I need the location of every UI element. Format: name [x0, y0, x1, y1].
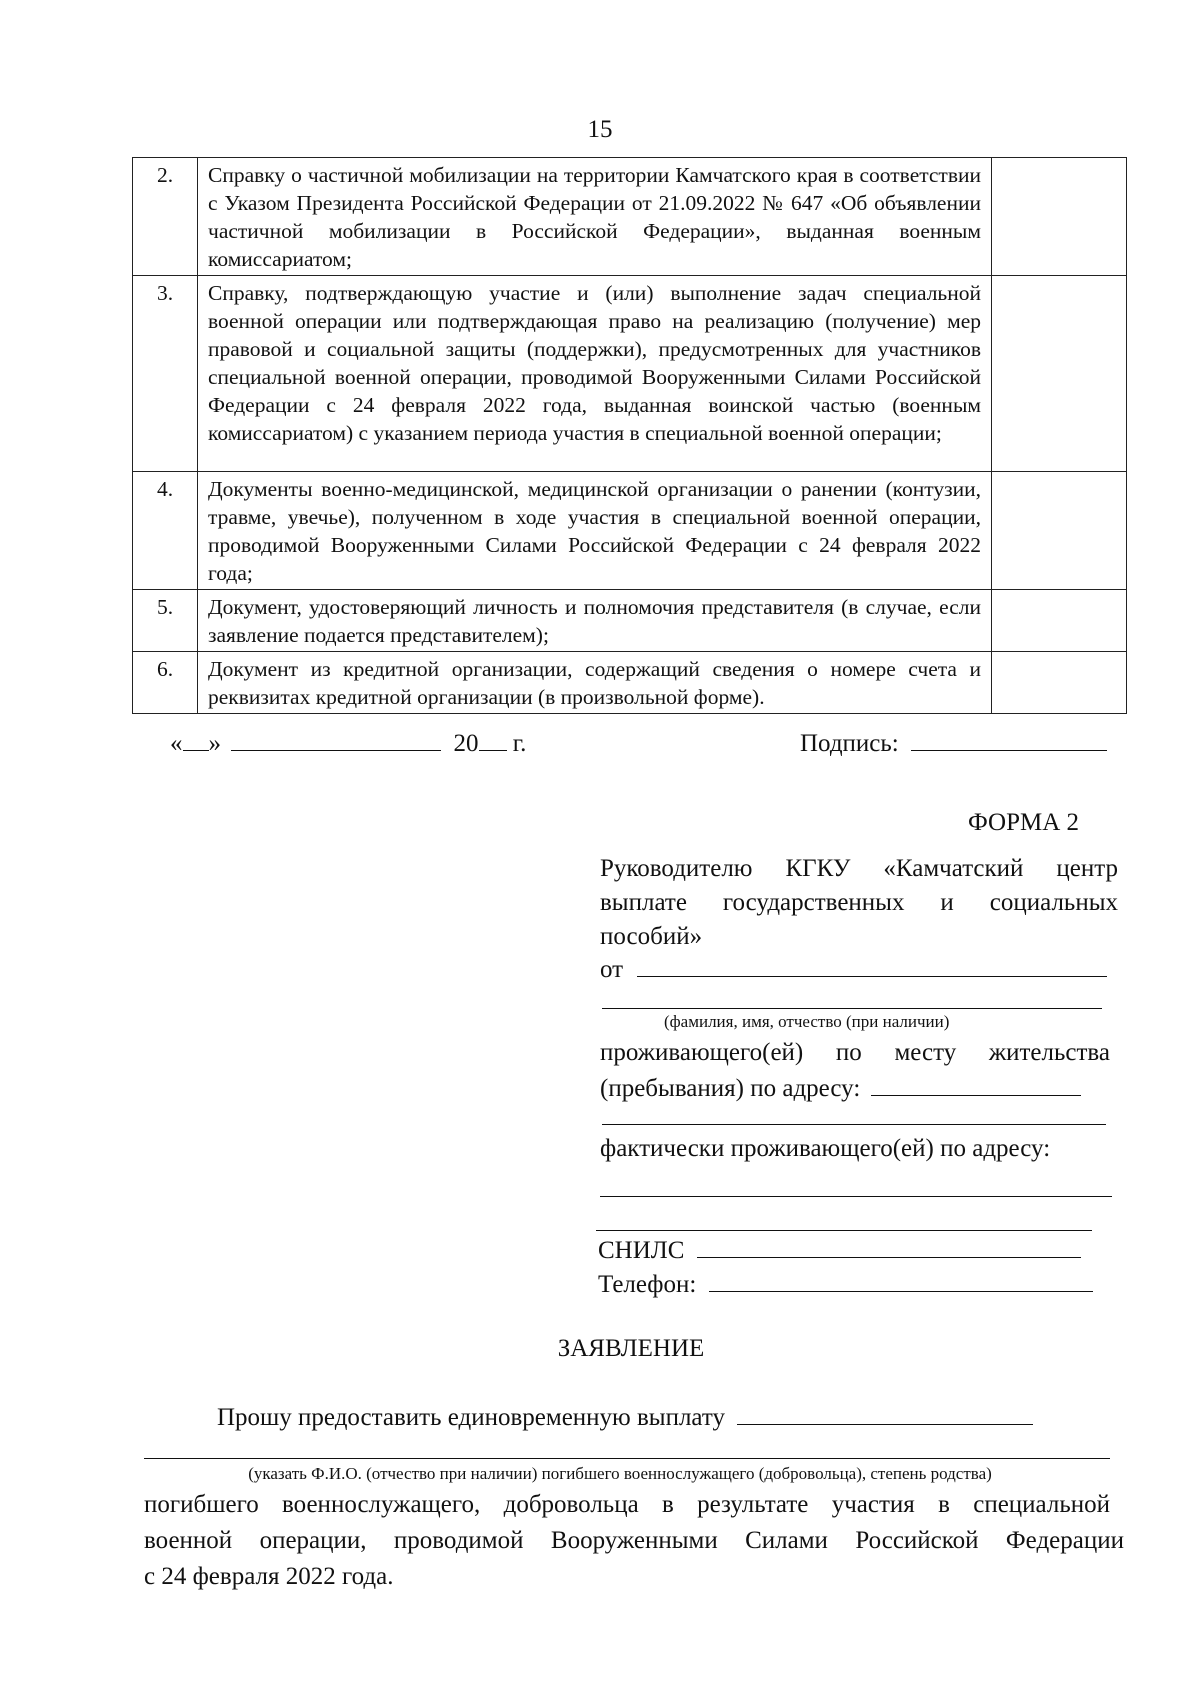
month-field[interactable]: [231, 750, 441, 751]
row-number: 2.: [133, 158, 198, 276]
recipient-field[interactable]: [737, 1424, 1033, 1425]
year-prefix: 20: [453, 730, 479, 757]
snils-label: СНИЛС: [598, 1237, 685, 1264]
row-number: 5.: [133, 590, 198, 652]
row-text: Справку, подтверждающую участие и (или) выполнение задач специальной военной операции или подтверждающая право на реализацию (получение) мер правовой и социальной защиты (поддержки), предусмотренных для участников специальной военной операции, проводимой Вооруженными Силами Российской Федерации с 24 февраля 2022 года, выданная воинской частью (военным комиссариатом) с указанием периода участия в специальной военной операции;: [198, 276, 992, 472]
fio-line[interactable]: [602, 1008, 1102, 1009]
close-quote: »: [208, 730, 221, 757]
date-line: [170, 730, 526, 764]
row-text: Справку о частичной мобилизации на территории Камчатского края в соответствии с Указом Президента Российской Федерации от 21.09.2022 № 647 «Об объявлении частичной мобилизации в Российской Федерации», выданная военным комиссариатом;: [198, 158, 992, 276]
documents-table-body: [133, 158, 1127, 714]
snils-row: [598, 1234, 1118, 1268]
checkmark-cell[interactable]: [992, 472, 1127, 590]
table-row: [133, 590, 1127, 652]
row-text: Документ из кредитной организации, содержащий сведения о номере счета и реквизитах кредитной организации (в произвольной форме).: [198, 652, 992, 714]
statement-line-3: с 24 февраля 2022 года.: [144, 1563, 394, 1590]
year-field[interactable]: [479, 750, 507, 751]
row-number: 6.: [133, 652, 198, 714]
signature-label: Подпись:: [800, 730, 899, 757]
fio-hint: (фамилия, имя, отчество (при наличии): [664, 1012, 950, 1031]
row-number: 4.: [133, 472, 198, 590]
signature-block: [800, 730, 1107, 764]
signature-field[interactable]: [911, 750, 1107, 751]
table-row: [133, 276, 1127, 472]
statement-line-1: погибшего военнослужащего, добровольца в результате участия в специальной: [144, 1491, 1110, 1518]
row-text: Документы военно-медицинской, медицинской организации о ранении (контузии, травме, увечье), полученном в ходе участия в специальной военной операции, проводимой Вооруженными Силами Российской Федерации с 24 февраля 2022 года;: [198, 472, 992, 590]
actual-residence-field[interactable]: [600, 1196, 1112, 1197]
documents-table: [132, 157, 1127, 714]
table-row: [133, 472, 1127, 590]
residence-row: [600, 1072, 1120, 1106]
snils-field[interactable]: [697, 1257, 1081, 1258]
checkmark-cell[interactable]: [992, 276, 1127, 472]
phone-field[interactable]: [709, 1291, 1093, 1292]
open-quote: «: [170, 730, 183, 757]
row-number: 3.: [133, 276, 198, 472]
statement-title: ЗАЯВЛЕНИЕ: [557, 1335, 705, 1362]
row-text: Документ, удостоверяющий личность и полномочия представителя (в случае, если заявление подается представителем);: [198, 590, 992, 652]
residence-field[interactable]: [871, 1095, 1081, 1096]
checkmark-cell[interactable]: [992, 652, 1127, 714]
deceased-hint: (указать Ф.И.О. (отчество при наличии) погибшего военнослужащего (добровольца), степень родства): [248, 1464, 992, 1483]
table-row: [133, 652, 1127, 714]
from-row: [600, 953, 1110, 987]
request-text: Прошу предоставить единовременную выплату: [217, 1404, 725, 1431]
residence-line-extra[interactable]: [602, 1124, 1106, 1125]
phone-label: Телефон:: [598, 1271, 697, 1298]
deceased-field[interactable]: [144, 1458, 1110, 1459]
phone-row: [598, 1268, 1118, 1302]
residence-line1: проживающего(ей) по месту жительства: [600, 1039, 1110, 1066]
actual-residence-field-2[interactable]: [596, 1230, 1092, 1231]
page-number: 15: [587, 116, 613, 143]
from-field[interactable]: [637, 976, 1107, 977]
year-suffix: г.: [512, 730, 527, 757]
from-label: от: [600, 956, 624, 983]
statement-line-2: военной операции, проводимой Вооруженными Силами Российской Федерации: [144, 1527, 1124, 1554]
checkmark-cell[interactable]: [992, 158, 1127, 276]
table-row: [133, 158, 1127, 276]
actual-residence-label: фактически проживающего(ей) по адресу:: [600, 1135, 1051, 1162]
checkmark-cell[interactable]: [992, 590, 1127, 652]
request-row: [217, 1401, 1117, 1435]
form-title: ФОРМА 2: [968, 809, 1080, 836]
addressee-text: Руководителю КГКУ «Камчатский центр выплате государственных и социальных пособий»: [600, 855, 1118, 950]
residence-line2: (пребывания) по адресу:: [600, 1075, 861, 1102]
day-field[interactable]: [183, 750, 209, 751]
